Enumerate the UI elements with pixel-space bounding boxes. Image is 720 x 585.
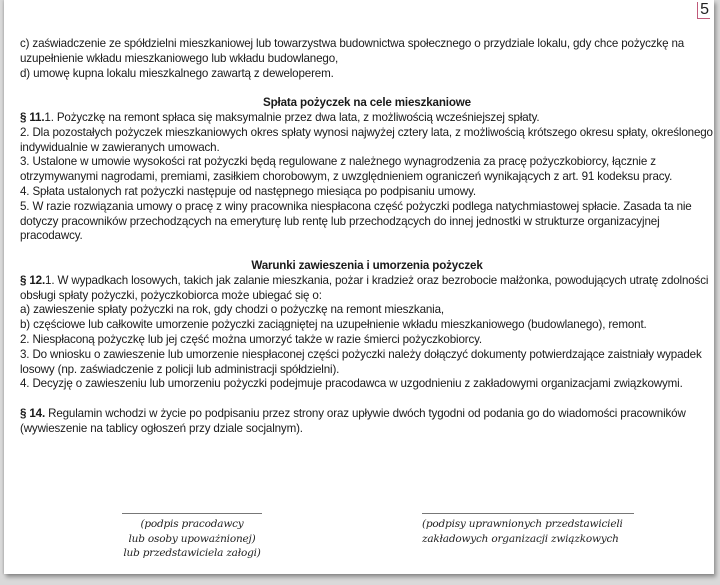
section-12-item-4: 4. Decyzję o zawieszeniu lub umorzeniu pożyczki podejmuje pracodawca w uzgodnieniu z zakładowymi organizacjami związkowymi. xyxy=(20,377,683,391)
page-number: 5 xyxy=(697,2,710,19)
signature-caption-line: (podpisy uprawnionych przedstawicieli xyxy=(422,518,623,530)
section-11-item-5: 5. W razie rozwiązania umowy o pracę z winy pracownika niespłacona część pożyczki podlega natychmiastowej spłacie. Zasada ta nie dotyczy pracowników przechodzących na emeryturę lub rentę lub przechodzących do innej jednostki w strukturze organizacyjnej pracodawcy. xyxy=(20,199,692,243)
section-11-item-3: 3. Ustalone w umowie wysokości rat pożyczki będą regulowane z należnego wynagrodzenia za pracę pożyczkobiorcy, łącznie z otrzymywanymi nagrodami, premiami, zasiłkiem chorobowym, z uwzględnieniem ograniczeń wynikających z art. 91 kodeksu pracy. xyxy=(20,155,673,184)
intro-item-d: d) umowę kupna lokalu mieszkalnego zawartą z deweloperem. xyxy=(20,66,334,80)
intro-item-c: c) zaświadczenie ze spółdzielni mieszkaniowej lub towarzystwa budownictwa społecznego o przydziale lokalu, gdy chce pożyczkę na uzupełnienie wkładu mieszkaniowego lub wkładu budowlanego, xyxy=(20,37,685,65)
signature-line xyxy=(122,513,262,514)
section-11-item-4: 4. Spłata ustalonych rat pożyczki następuje od następnego miesiąca po podpisaniu umowy. xyxy=(20,184,476,198)
signature-caption-line: zakładowych organizacji związkowych xyxy=(422,532,619,545)
section-14-mark: § 14. xyxy=(20,406,46,420)
section-11-mark: § 11. xyxy=(20,110,45,124)
section-12-item-a: a) zawieszenie spłaty pożyczki na rok, gdy chodzi o pożyczkę na remont mieszkania, xyxy=(20,303,444,317)
section-12-item-3: 3. Do wniosku o zawieszenie lub umorzenie niespłaconej części pożyczki należy dołączyć dokumenty potwierdzające zaistniały wypadek losowy (np. zaświadczenie z policji lub administracji spółdzielni). xyxy=(20,347,702,376)
section-11-heading: Spłata pożyczek na cele mieszkaniowe xyxy=(263,96,471,110)
signature-caption-line: (podpis pracodawcy xyxy=(140,518,244,530)
signature-caption-line: lub przedstawiciela załogi) xyxy=(123,547,261,559)
section-14: § 14. Regulamin wchodzi w życie po podpisaniu przez strony oraz upływie dwóch tygodni od podania go do wiadomości pracowników (wywieszenie na tablicy ogłoszeń przy dziale socjalnym). xyxy=(20,406,686,435)
section-12-item-b: b) częściowe lub całkowite umorzenie pożyczki zaciągniętej na uzupełnienie wkładu mieszkaniowego (budowlanego), remont. xyxy=(20,318,647,332)
employer-signature-block xyxy=(122,513,262,561)
signature-line xyxy=(422,513,634,514)
spacer xyxy=(20,392,714,407)
document-page xyxy=(4,0,714,574)
section-12-item-1: § 12.1. W wypadkach losowych, takich jak zalanie mieszkania, pożar i kradzież oraz bezrobocie małżonka, powodujących utratę zdolności obsługi spłaty pożyczki, pożyczkobiorca może ubiegać się o: xyxy=(20,273,709,302)
section-12-mark: § 12. xyxy=(20,273,46,287)
document-body xyxy=(20,37,714,437)
section-11-item-1: § 11.1. Pożyczkę na remont spłaca się maksymalnie przez dwa lata, z możliwością wcześniejszej spłaty. xyxy=(20,110,540,124)
section-12-heading: Warunki zawieszenia i umorzenia pożyczek xyxy=(251,258,483,272)
section-11-item-2: 2. Dla pozostałych pożyczek mieszkaniowych okres spłaty wynosi najwyżej cztery lata, z możliwością krótszego okresu spłaty, określonego indywidualnie w zawieranych umowach. xyxy=(20,125,713,154)
union-signature-block xyxy=(422,513,634,546)
section-12-item-2: 2. Niespłaconą pożyczkę lub jej część można umorzyć także w razie śmierci pożyczkobiorcy. xyxy=(20,332,482,346)
signature-caption-line: lub osoby upoważnionej) xyxy=(128,532,256,545)
